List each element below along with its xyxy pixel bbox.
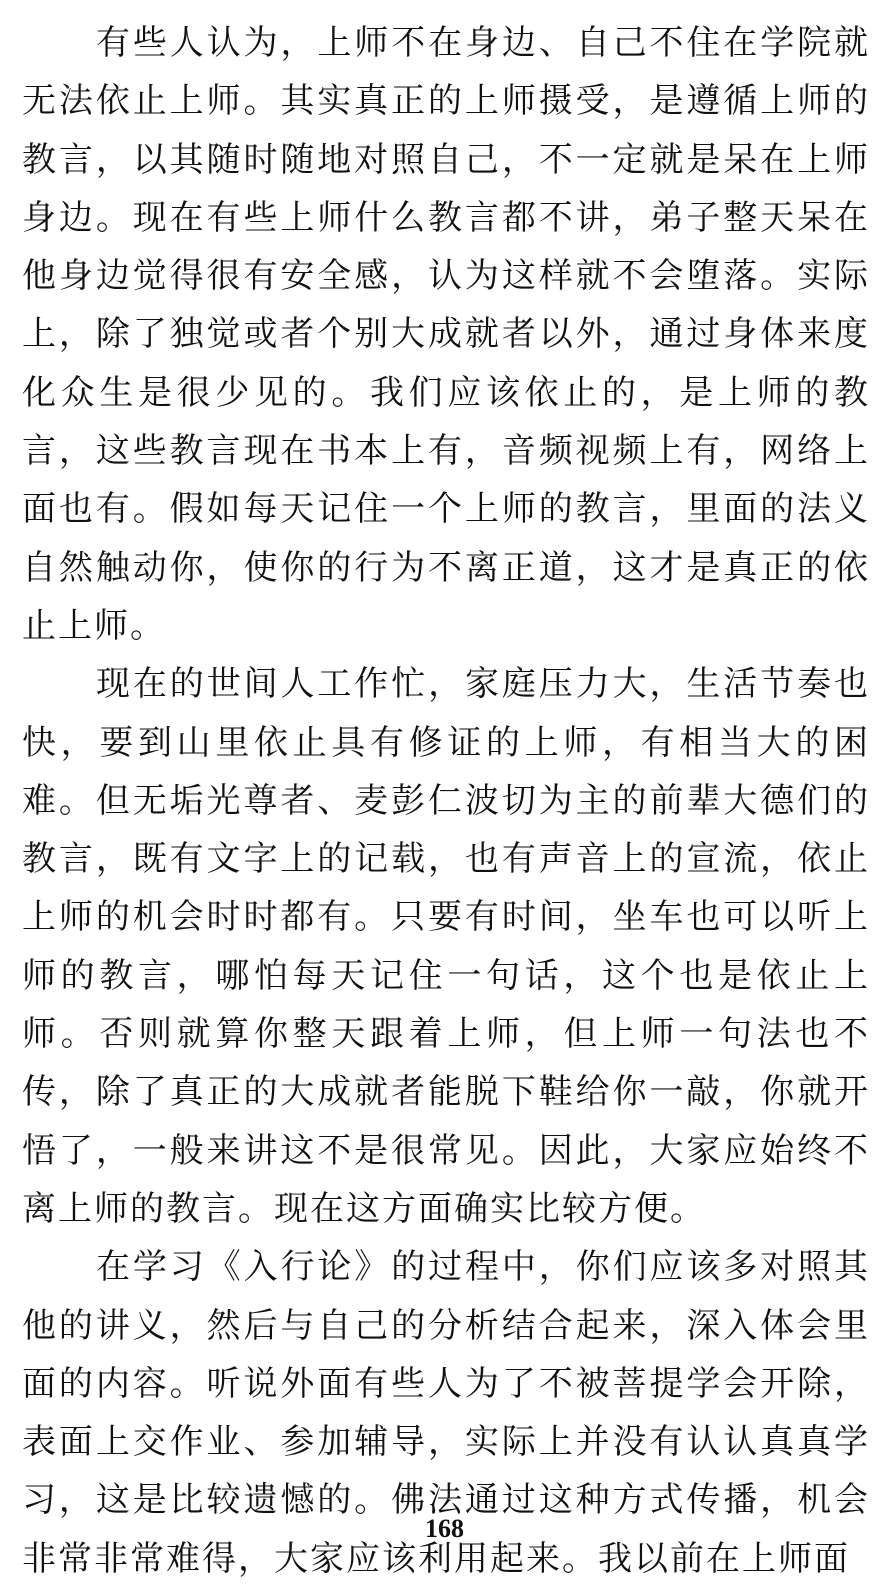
paragraph-1: 有些人认为，上师不在身边、自己不住在学院就无法依止上师。其实真正的上师摄受，是遵循上师的教言，以其随时随地对照自己，不一定就是呆在上师身边。现在有些上师什么教言都不讲，弟子整天呆在他身边觉得很有安全感，认为这样就不会堕落。实际上，除了独觉或者个别大成就者以外，通过身体来度化众生是很少见的。我们应该依止的，是上师的教言，这些教言现在书本上有，音频视频上有，网络上面也有。假如每天记住一个上师的教言，里面的法义自然触动你，使你的行为不离正道，这才是真正的依止上师。 xyxy=(22,23,870,646)
body-text xyxy=(22,14,870,1588)
paragraph-3: 在学习《入行论》的过程中，你们应该多对照其他的讲义，然后与自己的分析结合起来，深入体会里面的内容。听说外面有些人为了不被菩提学会开除，表面上交作业、参加辅导，实际上并没有认认真真学习，这是比较遗憾的。佛法通过这种方式传播，机会非常非常难得，大家应该利用起来。我以前在上师面 xyxy=(22,1247,870,1579)
page-number: 168 xyxy=(425,1514,464,1543)
paragraph-2: 现在的世间人工作忙，家庭压力大，生活节奏也快，要到山里依止具有修证的上师，有相当大的困难。但无垢光尊者、麦彭仁波切为主的前辈大德们的教言，既有文字上的记载，也有声音上的宣流，依止上师的机会时时都有。只要有时间，坐车也可以听上师的教言，哪怕每天记住一句话，这个也是依止上师。否则就算你整天跟着上师，但上师一句法也不传，除了真正的大成就者能脱下鞋给你一敲，你就开悟了，一般来讲这不是很常见。因此，大家应始终不离上师的教言。现在这方面确实比较方便。 xyxy=(22,664,870,1229)
